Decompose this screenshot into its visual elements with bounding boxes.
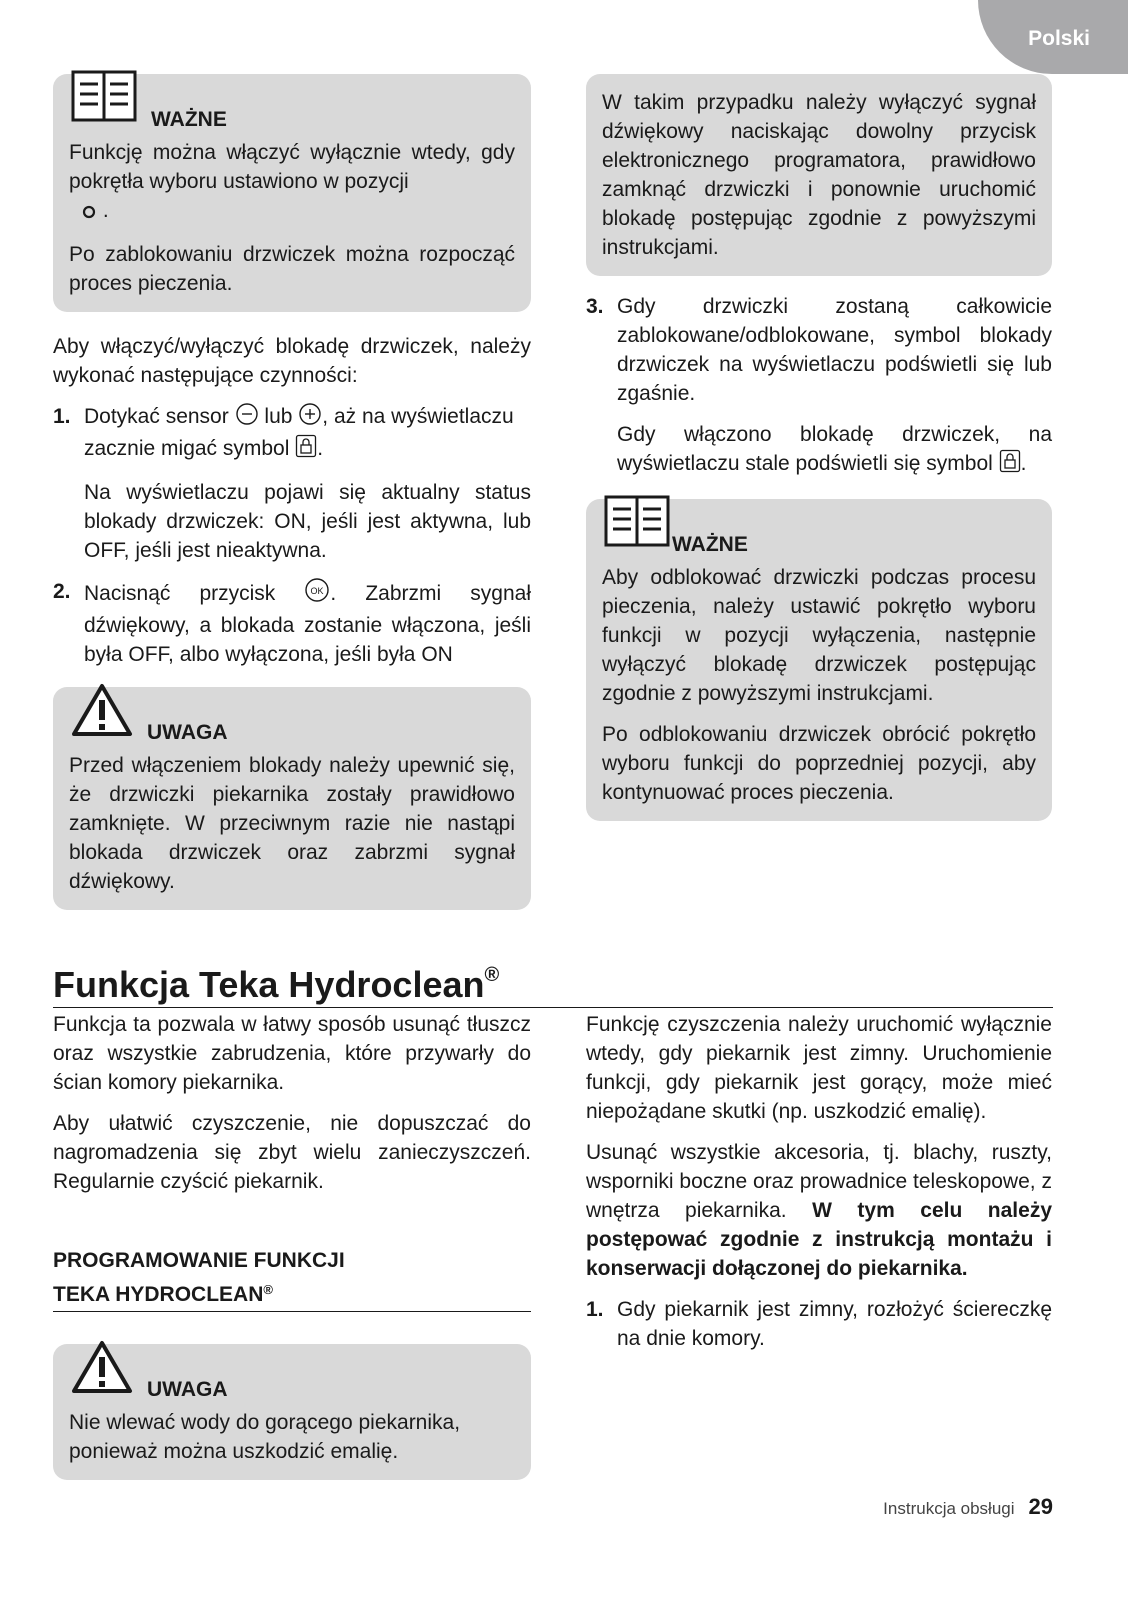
cold-oven-note: Funkcję czyszczenia należy uruchomić wyłącznie wtedy, gdy piekarnik jest zimny. Uruchomienie funkcji, gdy piekarnik jest gorący, może mieć niepożądane skutki (np. uszkodzić emalię). bbox=[586, 1013, 1052, 1123]
warning-header bbox=[71, 1358, 515, 1402]
hydroclean-intro-2: Aby ułatwić czyszczenie, nie dopuszczać do nagromadzenia się zbyt wielu zanieczyszczeń. Regularnie czyścić piekarnik. bbox=[53, 1112, 531, 1193]
door-lock-icon bbox=[999, 449, 1021, 481]
important-text-2: Po zablokowaniu drzwiczek można rozpocząć proces pieczenia. bbox=[69, 243, 515, 295]
warning-bottom-text: Nie wlewać wody do gorącego piekarnika, ponieważ można uszkodzić emalię. bbox=[69, 1411, 461, 1463]
door-lock-icon bbox=[295, 434, 317, 466]
warning-triangle-icon bbox=[71, 683, 133, 745]
off-position-icon bbox=[81, 199, 97, 228]
important-header bbox=[604, 513, 1036, 557]
right-column-top bbox=[586, 74, 1052, 821]
step-1-extra: Na wyświetlaczu pojawi się aktualny status blokady drzwiczek: ON, jeśli jest aktywna, lub OFF, jeśli jest nieaktywna. bbox=[84, 481, 531, 562]
list-item: 1. Dotykać sensor lub , aż na wyświetlaczu zacznie migać symbol . Na wyświetlaczu pojawi się aktualny status blokady drzwiczek: ON, jeśli jest aktywna, lub OFF, jeśli jest nieaktywna. bbox=[53, 402, 531, 565]
left-column-bottom bbox=[53, 1010, 531, 1480]
warning-box-bottom bbox=[53, 1344, 531, 1480]
right-column-bottom bbox=[586, 1010, 1052, 1365]
list-item: 3. Gdy drzwiczki zostaną całkowicie zablokowane/odblokowane, symbol blokady drzwiczek na wyświetlaczu podświetli się lub zgaśnie. Gdy włączono blokadę drzwiczek, na wyświetlaczu stale podświetli się symbol . bbox=[586, 292, 1052, 481]
warning-header bbox=[71, 701, 515, 745]
programming-subheading: PROGRAMOWANIE FUNKCJI TEKA HYDROCLEAN® bbox=[53, 1246, 531, 1312]
steps-list-continued bbox=[586, 292, 1052, 481]
intro-text: Aby włączyć/wyłączyć blokadę drzwiczek, należy wykonać następujące czynności: bbox=[53, 335, 531, 387]
plus-sensor-icon bbox=[298, 402, 322, 434]
footer-label: Instrukcja obsługi bbox=[883, 1499, 1015, 1518]
language-tab bbox=[978, 0, 1128, 74]
warning-triangle-icon bbox=[71, 1340, 133, 1402]
ok-button-icon bbox=[304, 577, 330, 611]
language-label: Polski bbox=[1028, 27, 1090, 50]
minus-sensor-icon bbox=[235, 402, 259, 434]
hydroclean-intro-1: Funkcja ta pozwala w łatwy sposób usunąć tłuszcz oraz wszystkie zabrudzenia, które przywarły do ścian komory piekarnika. bbox=[53, 1013, 531, 1094]
important-right-text-2: Po odblokowaniu drzwiczek obrócić pokrętło wyboru funkcji do poprzedniej pozycji, aby kontynuować proces pieczenia. bbox=[602, 723, 1036, 804]
page-number: 29 bbox=[1028, 1494, 1053, 1519]
warning-text: Przed włączeniem blokady należy upewnić się, że drzwiczki piekarnika zostały prawidłowo zamknięte. W przeciwnym razie nie nastąpi blokada drzwiczek oraz zabrzmi sygnał dźwiękowy. bbox=[69, 754, 515, 893]
important-box-right bbox=[586, 499, 1052, 821]
continuation-text: W takim przypadku należy wyłączyć sygnał dźwiękowy naciskając dowolny przycisk elektronicznego programatora, prawidłowo zamknąć drzwiczki i ponownie uruchomić blokadę postępując zgodnie z powyższymi instrukcjami. bbox=[602, 91, 1036, 259]
svg-text:OK: OK bbox=[310, 586, 324, 596]
left-column-top bbox=[53, 74, 531, 910]
list-item: 2. Nacisnąć przycisk OK . Zabrzmi sygnał dźwiękowy, a blokada zostanie włączona, jeśli była OFF, albo wyłączona, jeśli była ON bbox=[53, 577, 531, 669]
important-label: WAŻNE bbox=[672, 533, 748, 556]
book-icon bbox=[71, 70, 137, 132]
continuation-box bbox=[586, 74, 1052, 276]
page-footer bbox=[883, 1494, 1053, 1520]
list-item: 1. Gdy piekarnik jest zimny, rozłożyć ściereczkę na dnie komory. bbox=[586, 1298, 1052, 1350]
book-icon bbox=[604, 495, 670, 557]
important-box bbox=[53, 74, 531, 312]
hydroclean-steps bbox=[586, 1295, 1052, 1353]
section-title: Funkcja Teka Hydroclean® bbox=[53, 953, 1053, 1008]
remove-accessories-text: Usunąć wszystkie akcesoria, tj. blachy, ruszty, wsporniki boczne oraz prowadnice teleskopowe, z wnętrza piekarnika. W tym celu należy postępować zgodnie z instrukcją montażu i konserwacji dołączonej do piekarnika. bbox=[586, 1141, 1053, 1280]
steps-list bbox=[53, 402, 531, 669]
important-label: WAŻNE bbox=[151, 108, 227, 131]
important-header bbox=[71, 88, 515, 132]
important-text-1: Funkcję można włączyć wyłącznie wtedy, gdy pokrętła wyboru ustawiono w pozycji . bbox=[69, 138, 515, 228]
warning-label: UWAGA bbox=[147, 721, 228, 744]
warning-box bbox=[53, 687, 531, 910]
warning-label: UWAGA bbox=[147, 1378, 228, 1401]
important-right-text-1: Aby odblokować drzwiczki podczas procesu pieczenia, należy ustawić pokrętło wyboru funkcji w pozycji wyłączenia, następnie wyłączyć blokadę drzwiczek postępując zgodnie z powyższymi instrukcjami. bbox=[602, 566, 1036, 705]
